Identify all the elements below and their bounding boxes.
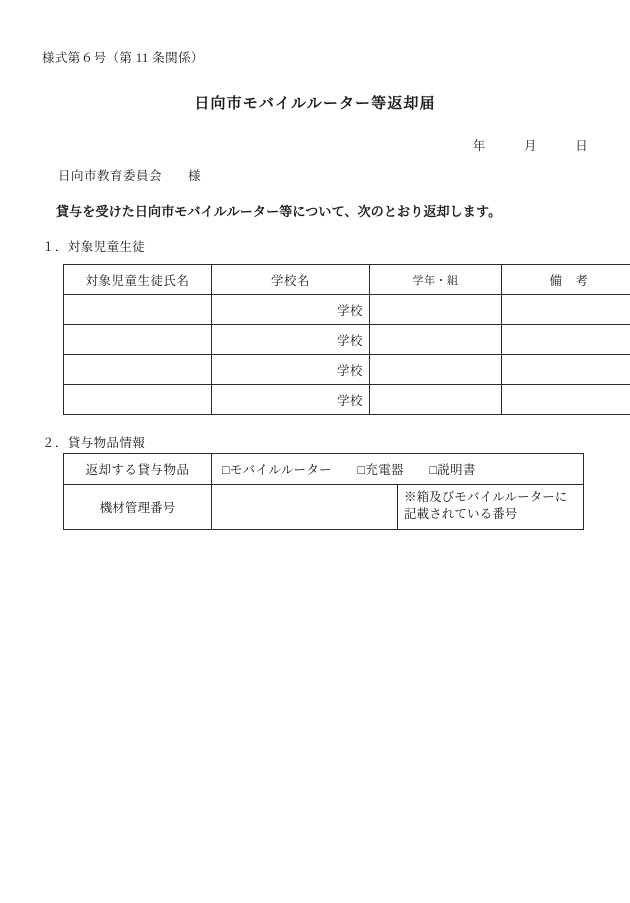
cell-student-name[interactable] bbox=[64, 355, 212, 385]
date-line: 年 月 日 bbox=[472, 139, 588, 153]
students-table bbox=[63, 264, 630, 415]
cell-remarks[interactable] bbox=[502, 355, 630, 385]
note-management-number: ※箱及びモバイルルーターに記載されている番号 bbox=[398, 485, 584, 530]
page-title: 日向市モバイルルーター等返却届 bbox=[194, 96, 436, 112]
column-header-grade-class: 学年・組 bbox=[370, 265, 502, 295]
table-row bbox=[64, 355, 630, 385]
cell-grade-class[interactable] bbox=[370, 355, 502, 385]
label-management-number: 機材管理番号 bbox=[64, 485, 212, 530]
cell-grade-class[interactable] bbox=[370, 295, 502, 325]
cell-grade-class[interactable] bbox=[370, 385, 502, 415]
label-return-items: 返却する貸与物品 bbox=[64, 454, 212, 485]
cell-school-name[interactable]: 学校 bbox=[212, 295, 370, 325]
table-row bbox=[64, 295, 630, 325]
input-management-number[interactable] bbox=[212, 485, 398, 530]
column-header-student-name: 対象児童生徒氏名 bbox=[64, 265, 212, 295]
form-number: 様式第６号（第 11 条関係） bbox=[42, 51, 204, 65]
table-row bbox=[64, 385, 630, 415]
column-header-remarks: 備 考 bbox=[502, 265, 630, 295]
return-items-checkbox-group[interactable]: □モバイルルーター □充電器 □説明書 bbox=[212, 454, 584, 485]
intro-sentence: 貸与を受けた日向市モバイルルーター等について、次のとおり返却します。 bbox=[56, 204, 502, 219]
cell-student-name[interactable] bbox=[64, 385, 212, 415]
cell-remarks[interactable] bbox=[502, 325, 630, 355]
section-heading-equipment: ２．貸与物品情報 bbox=[42, 436, 146, 450]
cell-student-name[interactable] bbox=[64, 325, 212, 355]
section-heading-students: １．対象児童生徒 bbox=[42, 240, 146, 254]
addressee-line: 日向市教育委員会 様 bbox=[58, 169, 202, 183]
equipment-table bbox=[63, 453, 584, 530]
table-row bbox=[64, 325, 630, 355]
cell-school-name[interactable]: 学校 bbox=[212, 385, 370, 415]
cell-grade-class[interactable] bbox=[370, 325, 502, 355]
cell-remarks[interactable] bbox=[502, 295, 630, 325]
cell-student-name[interactable] bbox=[64, 295, 212, 325]
table-row-management-number bbox=[64, 485, 584, 530]
table-header-row bbox=[64, 265, 630, 295]
cell-school-name[interactable]: 学校 bbox=[212, 355, 370, 385]
cell-remarks[interactable] bbox=[502, 385, 630, 415]
column-header-school-name: 学校名 bbox=[212, 265, 370, 295]
table-row-return-items bbox=[64, 454, 584, 485]
cell-school-name[interactable]: 学校 bbox=[212, 325, 370, 355]
